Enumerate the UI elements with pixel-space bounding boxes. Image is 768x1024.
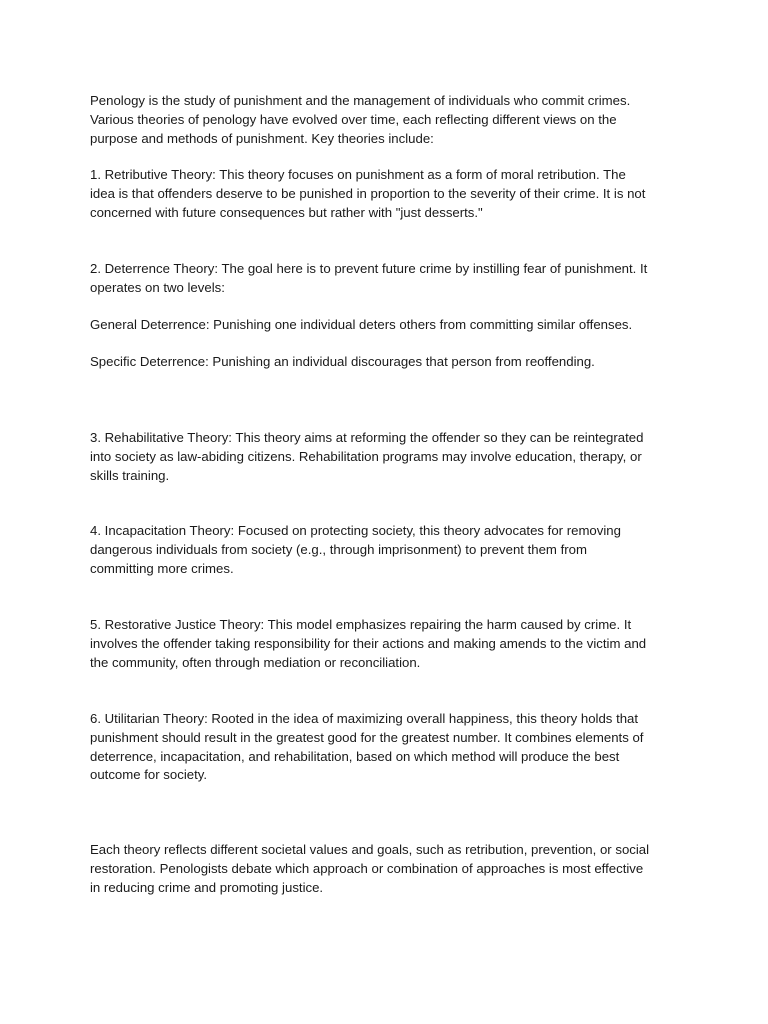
text-line: involves the offender taking responsibility for their actions and making amends to the victim and [90, 635, 647, 651]
text-line: 5. Restorative Justice Theory: This model emphasizes repairing the harm caused by crime. It [90, 617, 632, 632]
utilitarian-theory-paragraph [90, 710, 690, 785]
text-line: 2. Deterrence Theory: The goal here is to prevent future crime by instilling fear of punishment. It [90, 261, 648, 276]
text-line: 3. Rehabilitative Theory: This theory aims at reforming the offender so they can be reintegrated [90, 430, 644, 445]
text-line: purpose and methods of punishment. Key theories include: [90, 130, 434, 146]
text-line: 6. Utilitarian Theory: Rooted in the idea of maximizing overall happiness, this theory holds that [90, 711, 639, 726]
text-line: into society as law-abiding citizens. Rehabilitation programs may involve education, therapy, or [90, 448, 642, 464]
text-line: idea is that offenders deserve to be punished in proportion to the severity of their crime. It is not [90, 185, 646, 201]
restorative-justice-theory-paragraph [90, 616, 690, 672]
text-line: 4. Incapacitation Theory: Focused on protecting society, this theory advocates for removing [90, 523, 621, 538]
text-line: punishment should result in the greatest good for the greatest number. It combines elements of [90, 729, 644, 745]
deterrence-theory-paragraph [90, 260, 690, 298]
retributive-theory-paragraph [90, 166, 690, 222]
text-line: committing more crimes. [90, 560, 234, 576]
text-line: General Deterrence: Punishing one individual deters others from committing similar offenses. [90, 317, 633, 332]
text-line: dangerous individuals from society (e.g., through imprisonment) to prevent them from [90, 541, 587, 557]
rehabilitative-theory-paragraph [90, 429, 690, 485]
text-line: Each theory reflects different societal values and goals, such as retribution, prevention, or social [90, 842, 650, 857]
text-line: Various theories of penology have evolved over time, each reflecting different views on the [90, 111, 617, 127]
general-deterrence-paragraph [90, 316, 690, 335]
text-line: in reducing crime and promoting justice. [90, 879, 324, 895]
text-line: Penology is the study of punishment and the management of individuals who commit crimes. [90, 93, 631, 108]
text-line: deterrence, incapacitation, and rehabilitation, based on which method will produce the best [90, 748, 620, 764]
text-line: restoration. Penologists debate which approach or combination of approaches is most effective [90, 860, 644, 876]
text-line: 1. Retributive Theory: This theory focuses on punishment as a form of moral retribution. The [90, 167, 626, 182]
text-line: concerned with future consequences but rather with "just desserts." [90, 204, 483, 220]
specific-deterrence-paragraph [90, 353, 690, 372]
text-line: outcome for society. [90, 767, 208, 783]
incapacitation-theory-paragraph [90, 522, 690, 578]
intro-paragraph [90, 92, 690, 148]
text-line: skills training. [90, 467, 170, 483]
text-line: operates on two levels: [90, 279, 225, 295]
conclusion-paragraph [90, 841, 690, 897]
text-line: Specific Deterrence: Punishing an individual discourages that person from reoffending. [90, 354, 595, 369]
text-line: the community, often through mediation or reconciliation. [90, 654, 421, 670]
